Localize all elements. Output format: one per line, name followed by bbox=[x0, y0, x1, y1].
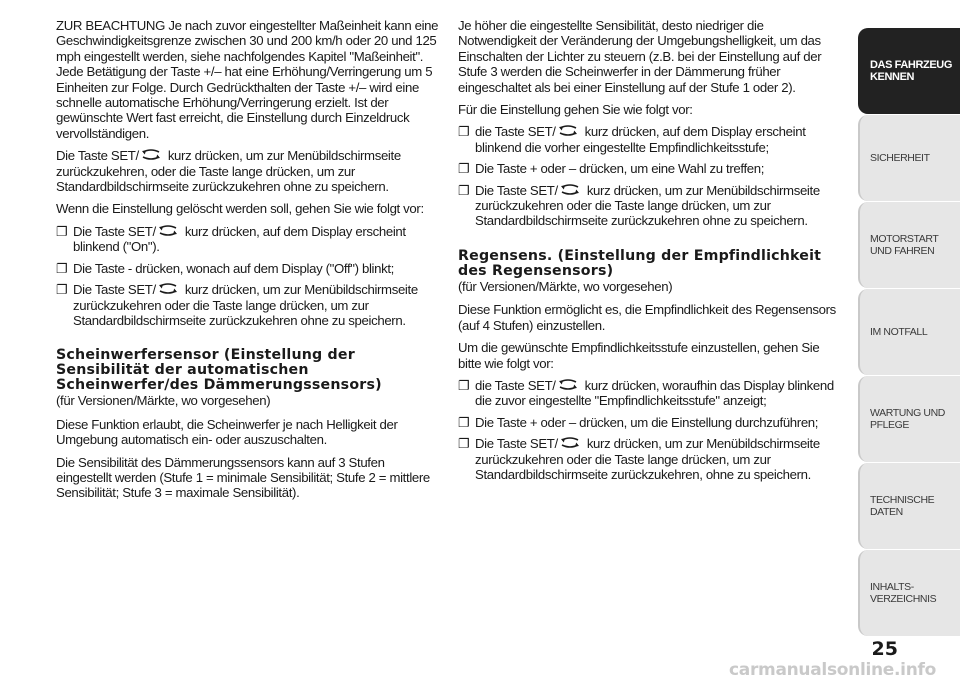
paragraph: Je höher die eingestellte Sensibilität, desto niedriger die Notwendigkeit der Veränderung der Umgebungshelligkeit, um das Einschalten der Lichter zu steuern (z.B. bei der Einstellung auf der Stufe 3 werden die Scheinwerfer in der Dämmerung früher eingeschaltet als bei einer Einstellung auf der Stufe 1 oder 2). bbox=[458, 18, 822, 95]
tab-label: TECHNISCHE DATEN bbox=[870, 494, 935, 518]
set-return-arrow-icon bbox=[157, 282, 179, 296]
paragraph: Diese Funktion erlaubt, die Scheinwerfer je nach Helligkeit der Umgebung automatisch ein- oder auszuschalten. bbox=[56, 416, 398, 448]
checkbox-bullet-icon: ❐ bbox=[56, 260, 68, 276]
checkbox-bullet-icon: ❐ bbox=[56, 282, 68, 298]
checkbox-bullet-icon: ❐ bbox=[458, 414, 470, 430]
paragraph: Für die Einstellung gehen Sie wie folgt vor: bbox=[458, 102, 693, 118]
paragraph: Um die gewünschte Empfindlichkeitsstufe einzustellen, gehen Sie bitte wie folgt vor: bbox=[458, 340, 820, 371]
tab-motorstart-und-fahren[interactable] bbox=[858, 202, 960, 288]
list-item: ❐ Die Taste SET/ kurz drücken, auf dem Display erscheint blinkend ("On"). bbox=[56, 223, 406, 255]
checkbox-bullet-icon: ❐ bbox=[458, 377, 470, 393]
checkbox-bullet-icon: ❐ bbox=[458, 161, 470, 177]
tab-das-fahrzeug-kennen[interactable] bbox=[858, 28, 960, 114]
checkbox-bullet-icon: ❐ bbox=[56, 223, 68, 239]
tab-label: IM NOTFALL bbox=[870, 326, 928, 338]
tab-sicherheit[interactable] bbox=[858, 115, 960, 201]
set-return-arrow-icon bbox=[140, 148, 162, 162]
tab-label: MOTORSTART UND FAHREN bbox=[870, 233, 939, 257]
tab-label: WARTUNG UND PFLEGE bbox=[870, 407, 945, 431]
section-heading-headlight-sensor: Scheinwerfersensor (Einstellung der Sensibilität der automatischen Scheinwerfer/des Dämmerungssensors) bbox=[56, 347, 382, 394]
right-column bbox=[458, 18, 844, 488]
tab-label: INHALTS-VERZEICHNIS bbox=[870, 581, 937, 605]
tab-inhaltsverzeichnis[interactable] bbox=[858, 550, 960, 636]
note-paragraph: ZUR BEACHTUNG Je nach zuvor eingestellter Maßeinheit kann eine Geschwindigkeitsgrenze zwischen 30 und 200 km/h oder 20 und 125 mph eingestellt werden, siehe nachfolgendes Kapitel "Maßeinheit". Jede Betätigung der Taste +/– hat eine Erhöhung/Verringerung um 5 Einheiten zur Folge. Durch Gedrückthalten der Taste +/– wird eine schnelle automatische Erhöhung/Verringerung erzielt. Ist der gewünschte Wert fast erreicht, die Einstellung durch Einzeldruck vervollständigen. bbox=[56, 18, 439, 141]
tab-label: DAS FAHRZEUG KENNEN bbox=[870, 59, 952, 83]
list-item: ❐ die Taste SET/ kurz drücken, auf dem Display erscheint blinkend die vorher eingestellte Empfindlichkeitsstufe; bbox=[458, 124, 806, 155]
paragraph: Diese Funktion ermöglicht es, die Empfindlichkeit des Regensensors (auf 4 Stufen) einzustellen. bbox=[458, 302, 836, 333]
tab-label: SICHERHEIT bbox=[870, 152, 930, 164]
list-item: ❐ Die Taste + oder – drücken, um eine Wahl zu treffen; bbox=[458, 161, 765, 177]
list-item: ❐ Die Taste + oder – drücken, um die Einstellung durchzuführen; bbox=[458, 414, 819, 430]
list-item: ❐ Die Taste SET/ kurz drücken, um zur Menübildschirmseite zurückzukehren oder die Taste lange drücken, um zur Standardbildschirmseite zurückzukehren ohne zu speichern. bbox=[458, 182, 820, 229]
list-item: ❐ Die Taste SET/ kurz drücken, um zur Menübildschirmseite zurückzukehren oder die Taste lange drücken, um zur Standardbildschirmseite zurückzukehren ohne zu speichern. bbox=[56, 282, 418, 328]
set-return-arrow-icon bbox=[557, 124, 579, 138]
tab-wartung-und-pflege[interactable] bbox=[858, 376, 960, 462]
set-return-arrow-icon bbox=[557, 378, 579, 392]
tab-technische-daten[interactable] bbox=[858, 463, 960, 549]
section-subtitle: (für Versionen/Märkte, wo vorgesehen) bbox=[458, 278, 673, 294]
set-return-arrow-icon bbox=[559, 183, 581, 197]
checkbox-bullet-icon: ❐ bbox=[458, 182, 470, 198]
page-number: 25 bbox=[871, 638, 898, 660]
section-subtitle: (für Versionen/Märkte, wo vorgesehen) bbox=[56, 393, 271, 409]
set-return-arrow-icon bbox=[157, 224, 179, 238]
tab-im-notfall[interactable] bbox=[858, 289, 960, 375]
paragraph: Die Sensibilität des Dämmerungssensors kann auf 3 Stufen eingestellt werden (Stufe 1 = minimale Sensibilität; Stufe 2 = mittlere Sensibilität; Stufe 3 = maximale Sensibilität). bbox=[56, 454, 430, 501]
section-heading-rain-sensor: Regensens. (Einstellung der Empfindlichkeit des Regensensors) bbox=[458, 247, 822, 279]
delete-setting-paragraph: Wenn die Einstellung gelöscht werden soll, gehen Sie wie folgt vor: bbox=[56, 201, 424, 217]
set-return-arrow-icon bbox=[559, 436, 581, 450]
list-item: ❐ Die Taste SET/ kurz drücken, um zur Menübildschirmseite zurückzukehren oder die Taste lange drücken, um zur Standardbildschirmseite zurückzukehren, ohne zu speichern. bbox=[458, 436, 820, 482]
watermark: carmanualsonline.info bbox=[729, 660, 936, 680]
left-column bbox=[56, 18, 441, 508]
checkbox-bullet-icon: ❐ bbox=[458, 436, 470, 452]
list-item: ❐ die Taste SET/ kurz drücken, woraufhin das Display blinkend die zuvor eingestellte "Empfindlichkeitsstufe" anzeigt; bbox=[458, 377, 834, 409]
chapter-tabs bbox=[858, 28, 960, 637]
checkbox-bullet-icon: ❐ bbox=[458, 124, 470, 140]
list-item: ❐ Die Taste - drücken, wonach auf dem Display ("Off") blinkt; bbox=[56, 260, 394, 276]
set-key-paragraph: Die Taste SET/ kurz drücken, um zur Menübildschirmseite zurückzukehren, oder die Taste lange drücken, um zur Standardbildschirmseite zurückzukehren ohne zu speichern. bbox=[56, 148, 401, 195]
